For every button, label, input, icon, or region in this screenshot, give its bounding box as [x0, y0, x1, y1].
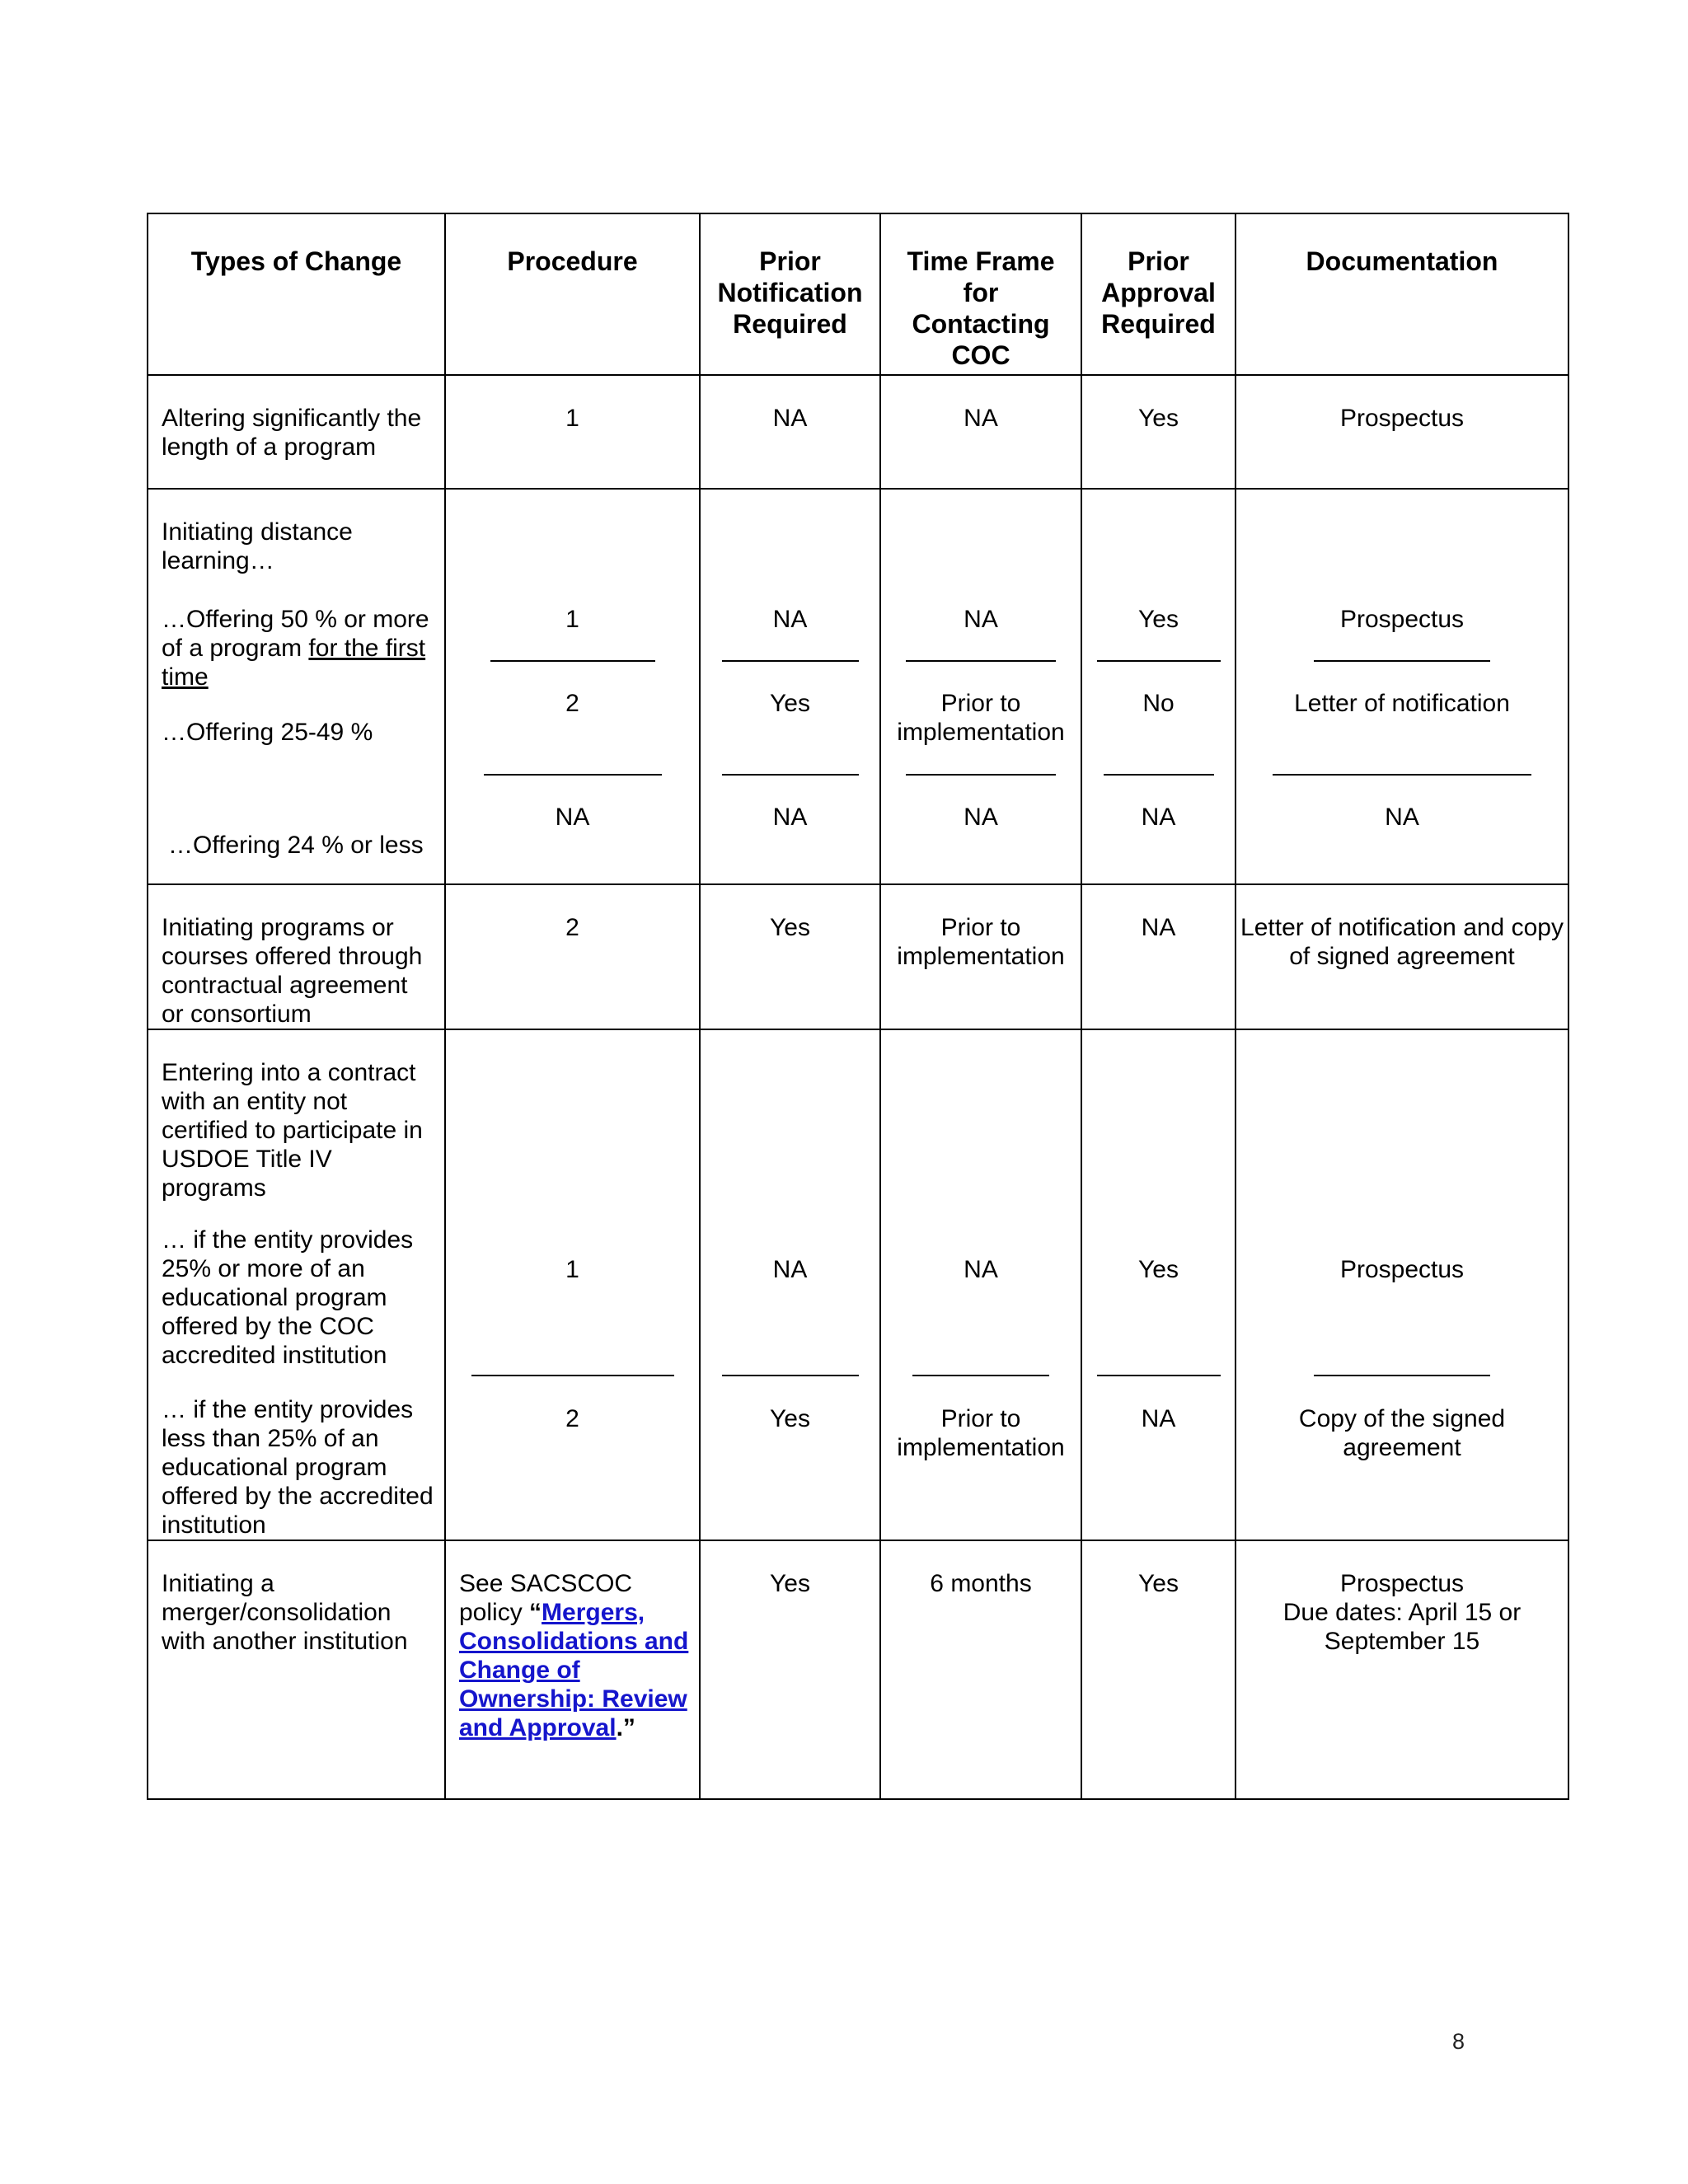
notification-cell: NA [700, 375, 880, 489]
offering-24-label: …Offering 24 % or less [168, 832, 424, 859]
entity-25-or-more-label: … if the entity provides 25% or more of an educational program offered by the COC accredited institution [162, 1226, 414, 1369]
header-row [148, 213, 1568, 375]
table-row [148, 1540, 1568, 1799]
header-documentation: Documentation [1236, 213, 1568, 375]
table-row [148, 1029, 1568, 1540]
header-procedure: Procedure [445, 213, 700, 375]
type-cell [148, 489, 445, 884]
approval-cell: Yes No NA [1081, 489, 1236, 884]
page-number: 8 [1452, 2029, 1465, 2054]
documentation-cell: Prospectus [1236, 375, 1568, 489]
type-cell: Initiating programs or courses offered through contractual agreement or consortium [148, 884, 445, 1029]
procedure-cell: 2 [445, 884, 700, 1029]
documentation-cell: Prospectus Copy of the signed agreement [1236, 1029, 1568, 1540]
offering-25-49-label: …Offering 25-49 % [162, 719, 373, 746]
type-cell: Initiating a merger/consolidation with another institution [148, 1540, 445, 1799]
distance-learning-intro: Initiating distance learning… [162, 518, 353, 574]
procedure-cell: See SACSCOC policy “Mergers, Consolidations and Change of Ownership: Review and Approval.” [445, 1540, 700, 1799]
header-prior-approval: Prior Approval Required [1081, 213, 1236, 375]
approval-cell: Yes NA [1081, 1029, 1236, 1540]
contract-intro: Entering into a contract with an entity not certified to participate in USDOE Title IV programs [162, 1059, 423, 1202]
type-cell [148, 1029, 445, 1540]
timeframe-cell: 6 months [880, 1540, 1081, 1799]
notification-cell: Yes [700, 884, 880, 1029]
timeframe-cell: NA Prior to implementation NA [880, 489, 1081, 884]
table-row [148, 884, 1568, 1029]
procedure-cell: 1 2 [445, 1029, 700, 1540]
mergers-policy-link[interactable]: Mergers, Consolidations and Change of Ownership: Review and Approval [459, 1599, 689, 1741]
table-row [148, 375, 1568, 489]
notification-cell: NA Yes [700, 1029, 880, 1540]
timeframe-cell: Prior to implementation [880, 884, 1081, 1029]
header-time-frame: Time Frame for Contacting COC [880, 213, 1081, 375]
procedure-cell: 1 [445, 375, 700, 489]
header-types-of-change: Types of Change [148, 213, 445, 375]
timeframe-cell: NA [880, 375, 1081, 489]
header-prior-notification: Prior Notification Required [700, 213, 880, 375]
approval-cell: Yes [1081, 375, 1236, 489]
offering-50-label: …Offering 50 % or more of a program for the first time [162, 606, 429, 691]
type-cell: Altering significantly the length of a program [148, 375, 445, 489]
table-row [148, 489, 1568, 884]
documentation-cell: Letter of notification and copy of signed agreement [1236, 884, 1568, 1029]
notification-cell: Yes [700, 1540, 880, 1799]
procedure-cell: 1 2 NA [445, 489, 700, 884]
approval-cell: Yes [1081, 1540, 1236, 1799]
documentation-cell: Prospectus Letter of notification NA [1236, 489, 1568, 884]
documentation-cell: Prospectus Due dates: April 15 or September 15 [1236, 1540, 1568, 1799]
timeframe-cell: NA Prior to implementation [880, 1029, 1081, 1540]
notification-cell: NA Yes NA [700, 489, 880, 884]
approval-cell: NA [1081, 884, 1236, 1029]
entity-less-than-25-label: … if the entity provides less than 25% of an educational program offered by the accredited institution [162, 1396, 434, 1539]
change-types-table [147, 213, 1569, 1800]
